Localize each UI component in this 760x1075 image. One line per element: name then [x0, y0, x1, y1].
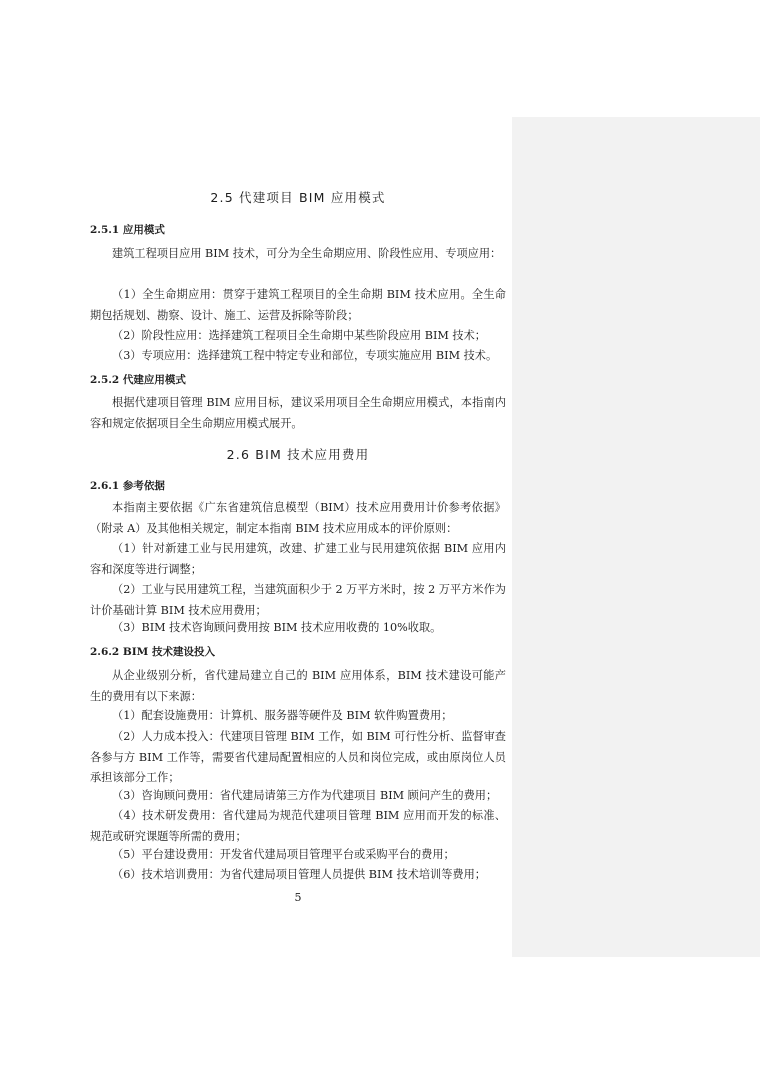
subsection-heading-2-5-2: 2.5.2 代建应用模式	[90, 374, 186, 386]
paragraph: 建筑工程项目应用 BIM 技术，可分为全生命期应用、阶段性应用、专项应用：	[112, 247, 502, 260]
comment-pane	[512, 117, 760, 957]
paragraph: （1）配套设施费用：计算机、服务器等硬件及 BIM 软件购置费用；	[112, 709, 453, 722]
paragraph: （1）针对新建工业与民用建筑，改建、扩建工业与民用建筑依据 BIM 应用内容和深度等进行调整；	[90, 542, 506, 576]
paragraph: （2）工业与民用建筑工程，当建筑面积少于 2 万平方米时，按 2 万平方米作为计价基础计算 BIM 技术应用费用；	[90, 583, 506, 617]
paragraph: （3）咨询顾问费用：省代建局请第三方作为代建项目 BIM 顾问产生的费用；	[112, 789, 498, 802]
paragraph: （3）专项应用：选择建筑工程中特定专业和部位，专项实施应用 BIM 技术。	[112, 349, 498, 362]
section-heading-2-6: 2.6 BIM 技术应用费用	[226, 447, 370, 462]
paragraph: （1）全生命期应用：贯穿于建筑工程项目的全生命期 BIM 技术应用。全生命期包括规划、勘察、设计、施工、运营及拆除等阶段；	[90, 288, 506, 322]
paragraph: 从企业级别分析，省代建局建立自己的 BIM 应用体系，BIM 技术建设可能产生的费用有以下来源：	[90, 669, 506, 703]
paragraph: （2）阶段性应用：选择建筑工程项目全生命期中某些阶段应用 BIM 技术；	[112, 329, 486, 342]
paragraph: （3）BIM 技术咨询顾问费用按 BIM 技术应用收费的 10%收取。	[112, 621, 442, 634]
subsection-heading-2-6-2: 2.6.2 BIM 技术建设投入	[90, 646, 215, 658]
subsection-heading-2-5-1: 2.5.1 应用模式	[90, 224, 165, 236]
paragraph: 本指南主要依据《广东省建筑信息模型（BIM）技术应用费用计价参考依据》（附录 A）及其他相关规定，制定本指南 BIM 技术应用成本的评价原则：	[90, 501, 506, 535]
paragraph: （4）技术研发费用：省代建局为规范代建项目管理 BIM 应用而开发的标准、规范或研究课题等所需的费用；	[90, 809, 506, 843]
section-heading-2-5: 2.5 代建项目 BIM 应用模式	[210, 190, 386, 205]
paragraph: （6）技术培训费用：为省代建局项目管理人员提供 BIM 技术培训等费用；	[112, 868, 486, 881]
page-number: 5	[294, 891, 302, 904]
paragraph: （2）人力成本投入：代建项目管理 BIM 工作，如 BIM 可行性分析、监督审查各参与方 BIM 工作等，需要省代建局配置相应的人员和岗位完成，或由原岗位人员承担该部分工作；	[90, 730, 506, 784]
subsection-heading-2-6-1: 2.6.1 参考依据	[90, 480, 165, 492]
paragraph: 根据代建项目管理 BIM 应用目标，建议采用项目全生命期应用模式，本指南内容和规定依据项目全生命期应用模式展开。	[90, 396, 506, 430]
paragraph: （5）平台建设费用：开发省代建局项目管理平台或采购平台的费用；	[112, 848, 455, 861]
